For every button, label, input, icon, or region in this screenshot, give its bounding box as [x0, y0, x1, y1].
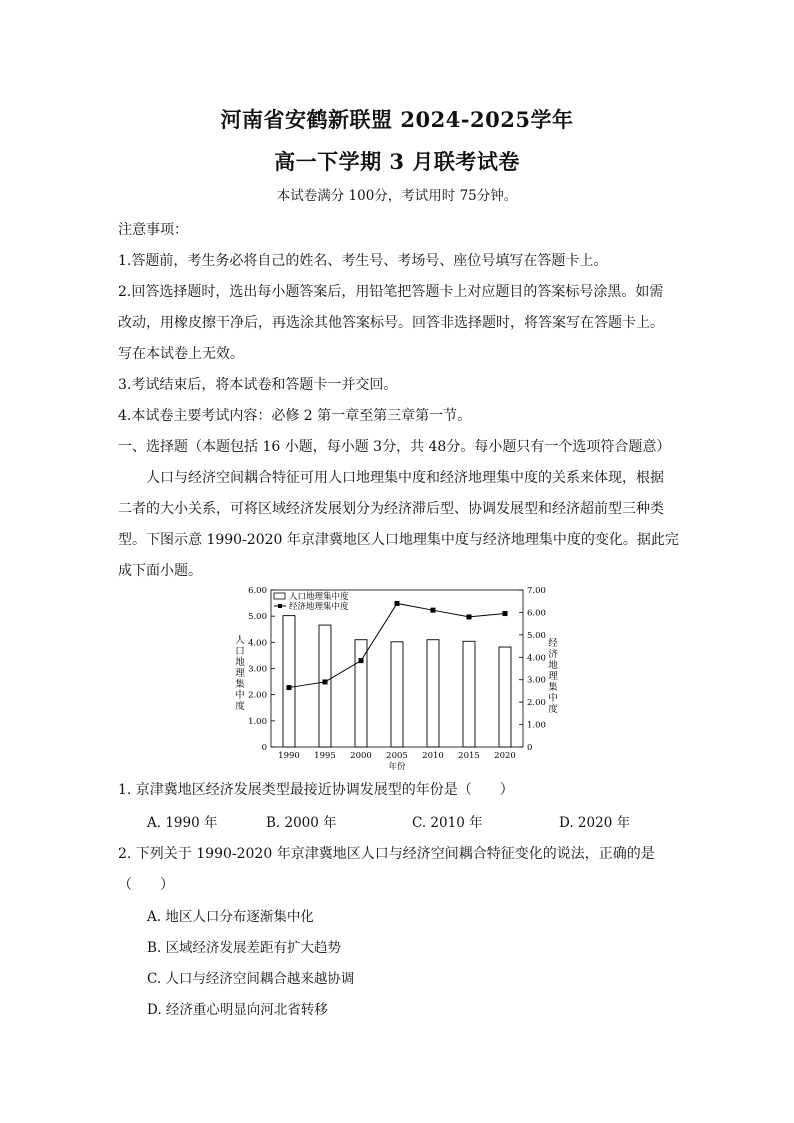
right-tick-label: 7.00	[527, 586, 546, 596]
population-bar	[319, 625, 331, 747]
left-axis-label: 人口地理集中度	[235, 635, 245, 712]
question-1-stem: 1. 京津冀地区经济发展类型最接近协调发展型的年份是（ ）	[118, 782, 514, 798]
note-3: 3.考试结束后，将本试卷和答题卡一并交回。	[118, 377, 398, 393]
note-2-line-3: 写在本试卷上无效。	[118, 346, 244, 362]
right-tick-label: 2.00	[527, 698, 546, 709]
note-4: 4.本试卷主要考试内容：必修 2 第一章至第三章第一节。	[118, 408, 472, 424]
note-2-line-1: 2.回答选择题时，选出每小题答案后，用铅笔把答题卡上对应题目的答案标号涂黑。如需	[118, 284, 664, 300]
left-tick-label: 1.00	[248, 716, 267, 727]
right-tick-label: 5.00	[527, 630, 546, 641]
q2-option-b[interactable]: B. 区域经济发展差距有扩大趋势	[147, 940, 342, 956]
x-tick-label: 2015	[458, 751, 480, 761]
left-tick-label: 6.00	[248, 586, 267, 596]
left-tick-label: 2.00	[248, 690, 267, 701]
question-2-stem: 2. 下列关于 1990-2020 年京津冀地区人口与经济空间耦合特征变化的说法，正确的是	[118, 846, 655, 862]
economy-point	[503, 611, 508, 616]
x-axis-label: 年份	[388, 762, 406, 772]
legend-line-label: 经济地理集中度	[289, 602, 349, 612]
x-tick-label: 2005	[386, 751, 408, 761]
economy-point	[395, 601, 400, 606]
passage-line-2: 二者的大小关系，可将区域经济发展划分为经济滞后型、协调发展型和经济超前型三种类	[118, 501, 664, 517]
economy-point	[467, 614, 472, 619]
population-bar	[391, 642, 403, 747]
title-line-2: 高一下学期 3 月联考试卷	[274, 149, 520, 174]
passage-line-4: 成下面小题。	[118, 563, 202, 579]
x-tick-label: 2000	[350, 751, 372, 761]
economy-point	[287, 685, 292, 690]
right-tick-label: 3.00	[527, 675, 546, 686]
exam-info: 本试卷满分 100分，考试用时 75分钟。	[276, 188, 518, 204]
left-tick-label: 0	[261, 743, 267, 753]
q1-option-c[interactable]: C. 2010 年	[412, 815, 483, 831]
population-bar	[355, 640, 367, 747]
legend-line-marker	[278, 604, 282, 608]
q1-option-b[interactable]: B. 2000 年	[266, 815, 337, 831]
economy-point	[431, 608, 436, 613]
concentration-chart	[226, 582, 566, 772]
legend-bar-label: 人口地理集中度	[289, 592, 349, 602]
question-2-answer-paren: （ ）	[118, 877, 174, 893]
q1-option-a[interactable]: A. 1990 年	[147, 815, 218, 831]
x-tick-label: 1995	[314, 751, 336, 761]
note-1: 1.答题前，考生务必将自己的姓名、考生号、考场号、座位号填写在答题卡上。	[118, 253, 608, 269]
notes-heading: 注意事项：	[118, 222, 188, 238]
section-heading: 一、选择题（本题包括 16 小题，每小题 3分，共 48分。每小题只有一个选项符合题意）	[118, 439, 671, 455]
economy-point	[323, 679, 328, 684]
passage-line-1: 人口与经济空间耦合特征可用人口地理集中度和经济地理集中度的关系来体现，根据	[146, 470, 664, 486]
right-tick-label: 0	[527, 743, 533, 753]
legend-bar-swatch	[274, 593, 285, 599]
passage-line-3: 型。下图示意 1990-2020 年京津冀地区人口地理集中度与经济地理集中度的变化。据此完	[118, 532, 679, 548]
economy-point	[359, 658, 364, 663]
x-tick-label: 2010	[422, 751, 444, 761]
right-tick-label: 6.00	[527, 608, 546, 619]
left-tick-label: 3.00	[248, 664, 267, 675]
population-bar	[463, 641, 475, 747]
q1-option-d[interactable]: D. 2020 年	[559, 815, 631, 831]
x-tick-label: 1990	[278, 751, 300, 761]
left-tick-label: 5.00	[248, 612, 267, 623]
population-bar	[499, 647, 511, 747]
right-axis-label: 经济地理集中度	[548, 638, 558, 715]
right-tick-label: 1.00	[527, 720, 546, 731]
q2-option-a[interactable]: A. 地区人口分布逐渐集中化	[147, 909, 314, 925]
population-bar	[283, 616, 295, 747]
q2-option-d[interactable]: D. 经济重心明显向河北省转移	[147, 1002, 328, 1018]
left-tick-label: 4.00	[248, 638, 267, 649]
q2-option-c[interactable]: C. 人口与经济空间耦合越来越协调	[147, 971, 355, 987]
right-tick-label: 4.00	[527, 653, 546, 664]
title-line-1: 河南省安鹤新联盟 2024-2025学年	[220, 107, 574, 132]
note-2-line-2: 改动，用橡皮擦干净后，再选涂其他答案标号。回答非选择题时，将答案写在答题卡上。	[118, 315, 664, 331]
population-bar	[427, 640, 439, 747]
x-tick-label: 2020	[494, 751, 516, 761]
